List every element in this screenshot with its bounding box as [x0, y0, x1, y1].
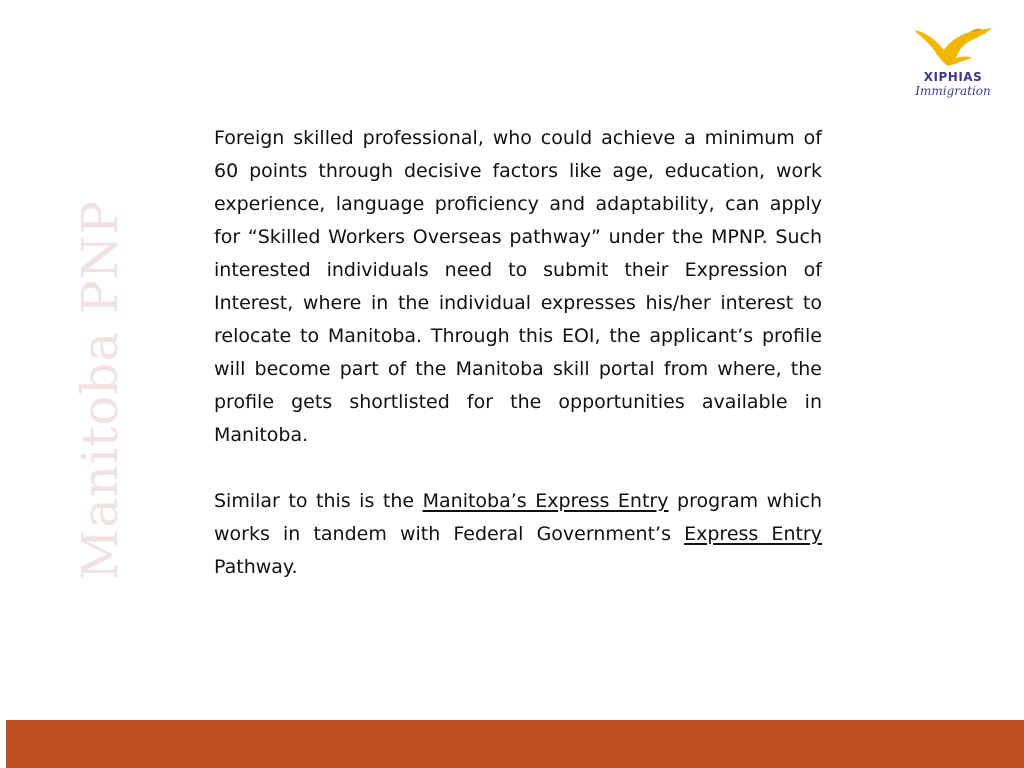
paragraph-text-middle: program which works in tandem with Federal Government’s [214, 490, 822, 545]
paragraph-express-entry [214, 485, 822, 584]
eagle-logo-icon [912, 26, 994, 70]
paragraph-gap [214, 452, 822, 485]
paragraph-text-after-link: Pathway. [214, 556, 298, 578]
express-entry-link[interactable]: Express Entry [684, 523, 822, 545]
body-content [214, 122, 822, 584]
logo-subtitle: Immigration [915, 84, 991, 98]
side-title: Manitoba PNP [71, 199, 129, 581]
paragraph-skilled-workers: Foreign skilled professional, who could achieve a minimum of 60 points through decisive factors like age, education, work experience, language proficiency and adaptability, can apply for “Skilled Workers Overseas pathway” under the MPNP. Such interested individuals need to submit their Expression of Interest, where in the individual expresses his/her interest to relocate to Manitoba. Through this EOI, the applicant’s profile will become part of the Manitoba skill portal from where, the profile gets shortlisted for the opportunities available in Manitoba. [214, 127, 822, 446]
logo-name: XIPHIAS [923, 70, 983, 84]
footer-bar [6, 720, 1024, 768]
paragraph-text-before-link: Similar to this is the [214, 490, 423, 512]
manitoba-express-entry-link[interactable]: Manitoba’s Express Entry [422, 490, 669, 512]
company-logo [908, 26, 998, 102]
